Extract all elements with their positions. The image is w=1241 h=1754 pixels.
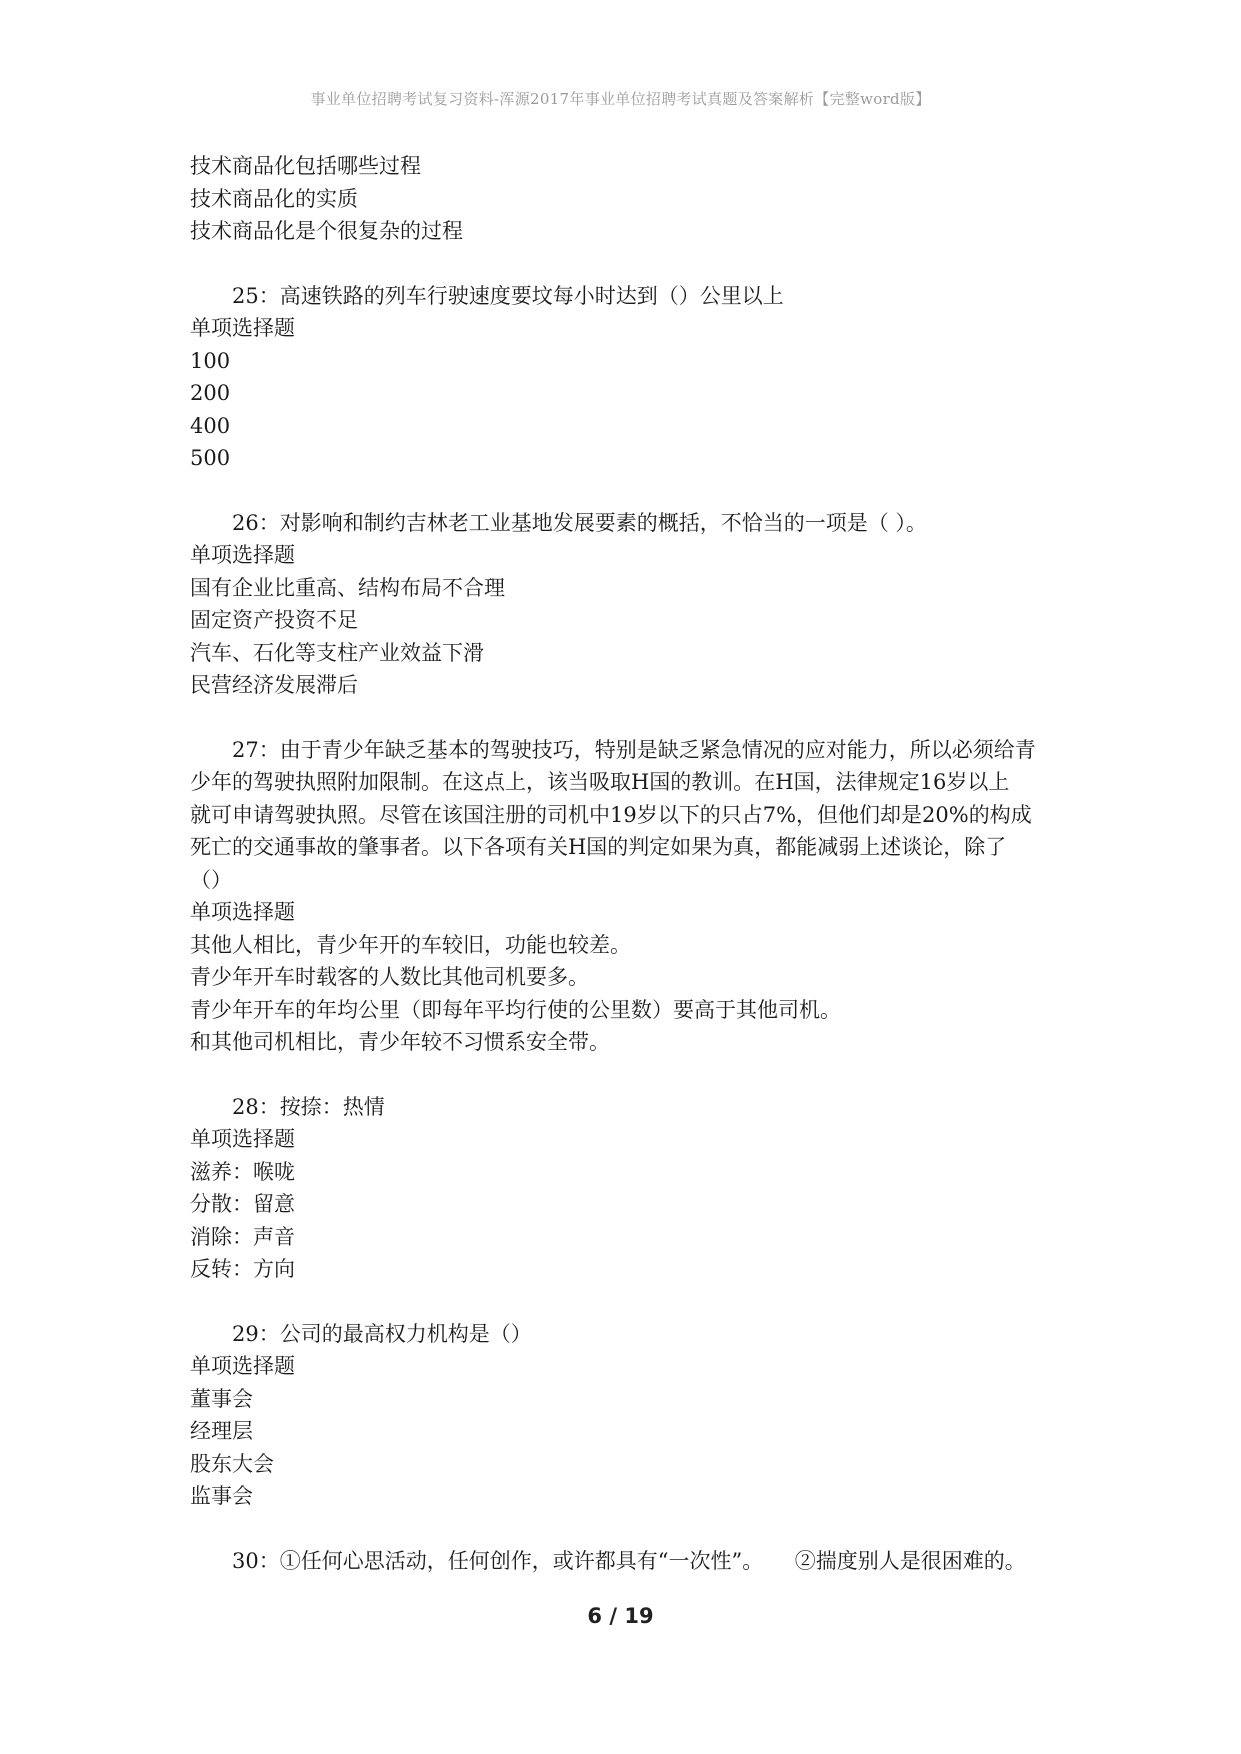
option: 经理层 [190, 1419, 253, 1443]
question-type: 单项选择题 [190, 1354, 295, 1378]
option: 反转：方向 [190, 1257, 295, 1281]
option: 汽车、石化等支柱产业效益下滑 [190, 640, 484, 665]
option: 技术商品化的实质 [190, 186, 358, 211]
option: 分散：留意 [190, 1192, 295, 1216]
question-type: 单项选择题 [190, 316, 295, 340]
option: 青少年开车时载客的人数比其他司机要多。 [190, 965, 589, 989]
question-title: 30：①任何心思活动，任何创作，或许都具有“一次性”。 ②揣度别人是很困难的。 [232, 1548, 1026, 1573]
question-25 [190, 280, 1070, 475]
question-30 [190, 1545, 1070, 1578]
option: 董事会 [190, 1386, 253, 1411]
intro-options [190, 150, 1070, 248]
option: 200 [190, 381, 231, 405]
option: 股东大会 [190, 1451, 274, 1476]
option: 400 [190, 413, 231, 438]
page-header: 事业单位招聘考试复习资料-浑源2017年事业单位招聘考试真题及答案解析【完整word版】 [310, 90, 931, 108]
question-text-line: （） [190, 867, 232, 892]
question-text-line: 死亡的交通事故的肇事者。以下各项有关H国的判定如果为真，都能减弱上述谈论，除了 [190, 835, 1007, 859]
option: 技术商品化是个很复杂的过程 [190, 219, 463, 243]
option: 其他人相比，青少年开的车较旧，功能也较差。 [190, 932, 631, 957]
question-type: 单项选择题 [190, 900, 295, 924]
option: 固定资产投资不足 [190, 608, 358, 632]
question-26 [190, 507, 1070, 702]
question-type: 单项选择题 [190, 543, 295, 567]
option: 500 [190, 446, 231, 470]
question-29 [190, 1318, 1070, 1513]
option: 100 [190, 348, 231, 373]
option: 滋养：喉咙 [190, 1159, 295, 1184]
option: 国有企业比重高、结构布局不合理 [190, 575, 505, 600]
option: 青少年开车的年均公里（即每年平均行使的公里数）要高于其他司机。 [190, 997, 841, 1022]
page-number: 6 / 19 [587, 1604, 654, 1628]
question-title: 29：公司的最高权力机构是（） [232, 1321, 532, 1346]
question-text-line: 少年的驾驶执照附加限制。在这点上，该当吸取H国的教训。在H国，法律规定16岁以上 [190, 770, 1010, 794]
option: 和其他司机相比，青少年较不习惯系安全带。 [190, 1030, 610, 1054]
option: 监事会 [190, 1484, 253, 1508]
question-text-line: 27：由于青少年缺乏基本的驾驶技巧，特别是缺乏紧急情况的应对能力，所以必须给青 [232, 737, 1036, 762]
question-type: 单项选择题 [190, 1127, 295, 1151]
question-text-line: 就可申请驾驶执照。尽管在该国注册的司机中19岁以下的只占7%，但他们却是20%的构成 [190, 802, 1032, 827]
option: 民营经济发展滞后 [190, 673, 358, 697]
question-27 [190, 734, 1070, 1059]
question-28 [190, 1091, 1070, 1286]
option: 消除：声音 [190, 1224, 295, 1249]
question-title: 28：按捺：热情 [232, 1094, 385, 1119]
question-title: 25：高速铁路的列车行驶速度要坟每小时达到（）公里以上 [232, 283, 784, 308]
document-body [190, 150, 1070, 1577]
question-title: 26：对影响和制约吉林老工业基地发展要素的概括，不恰当的一项是（ ）。 [232, 510, 927, 535]
option: 技术商品化包括哪些过程 [190, 154, 421, 178]
